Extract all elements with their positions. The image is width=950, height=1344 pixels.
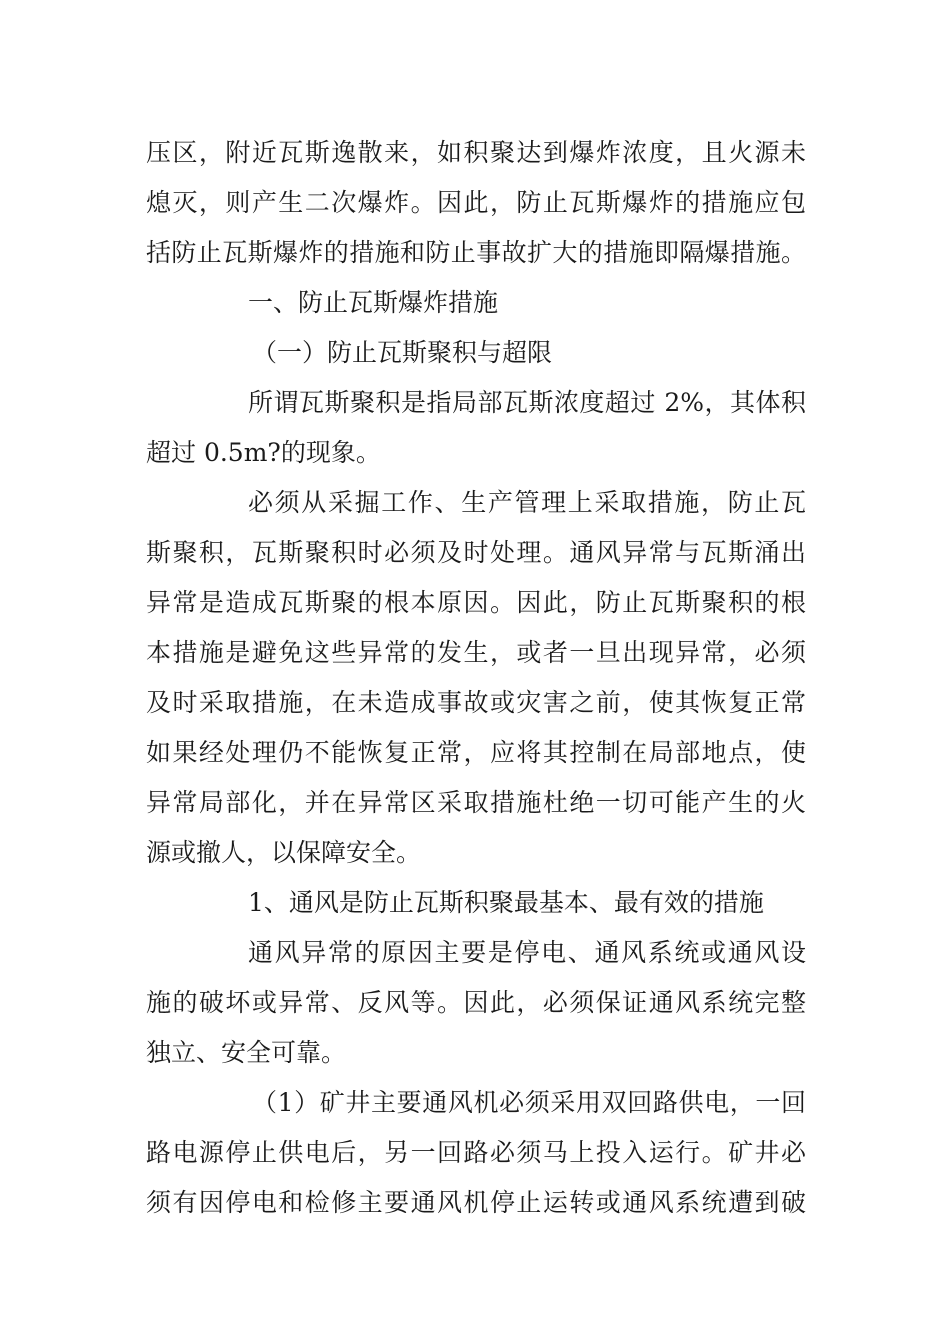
text-line: 必须从采掘工作、生产管理上采取措施，防止瓦 bbox=[248, 488, 806, 517]
text-line: 所谓瓦斯聚积是指局部瓦斯浓度超过 2%，其体积 bbox=[248, 388, 806, 417]
text-line: 熄灭，则产生二次爆炸。因此，防止瓦斯爆炸的措施应包 bbox=[146, 188, 806, 217]
text-line: 路电源停止供电后，另一回路必须马上投入运行。矿井必 bbox=[146, 1138, 806, 1167]
numbered-heading: 1、通风是防止瓦斯积聚最基本、最有效的措施 bbox=[248, 888, 764, 917]
text-line: 本措施是避免这些异常的发生，或者一旦出现异常，必须 bbox=[146, 638, 806, 667]
text-line: 括防止瓦斯爆炸的措施和防止事故扩大的措施即隔爆措施。 bbox=[146, 238, 806, 267]
text-line: 斯聚积，瓦斯聚积时必须及时处理。通风异常与瓦斯涌出 bbox=[146, 538, 806, 567]
text-line: 异常是造成瓦斯聚的根本原因。因此，防止瓦斯聚积的根 bbox=[146, 588, 806, 617]
text-line: 如果经处理仍不能恢复正常，应将其控制在局部地点，使 bbox=[146, 738, 806, 767]
text-line: 独立、安全可靠。 bbox=[146, 1038, 347, 1067]
text-line: 须有因停电和检修主要通风机停止运转或通风系统遭到破 bbox=[146, 1188, 806, 1217]
text-line: 及时采取措施，在未造成事故或灾害之前，使其恢复正常 bbox=[146, 688, 806, 717]
subsection-heading: （一）防止瓦斯聚积与超限 bbox=[252, 338, 553, 367]
text-line: 源或撤人，以保障安全。 bbox=[146, 838, 422, 867]
text-line: （1）矿井主要通风机必须采用双回路供电，一回 bbox=[252, 1088, 806, 1117]
section-heading: 一、防止瓦斯爆炸措施 bbox=[248, 288, 499, 317]
text-line: 异常局部化，并在异常区采取措施杜绝一切可能产生的火 bbox=[146, 788, 806, 817]
text-line: 压区，附近瓦斯逸散来，如积聚达到爆炸浓度，且火源未 bbox=[146, 138, 806, 167]
text-line: 通风异常的原因主要是停电、通风系统或通风设 bbox=[248, 938, 806, 967]
text-line: 施的破坏或异常、反风等。因此，必须保证通风系统完整 bbox=[146, 988, 806, 1017]
text-line: 超过 0.5m?的现象。 bbox=[146, 438, 381, 467]
